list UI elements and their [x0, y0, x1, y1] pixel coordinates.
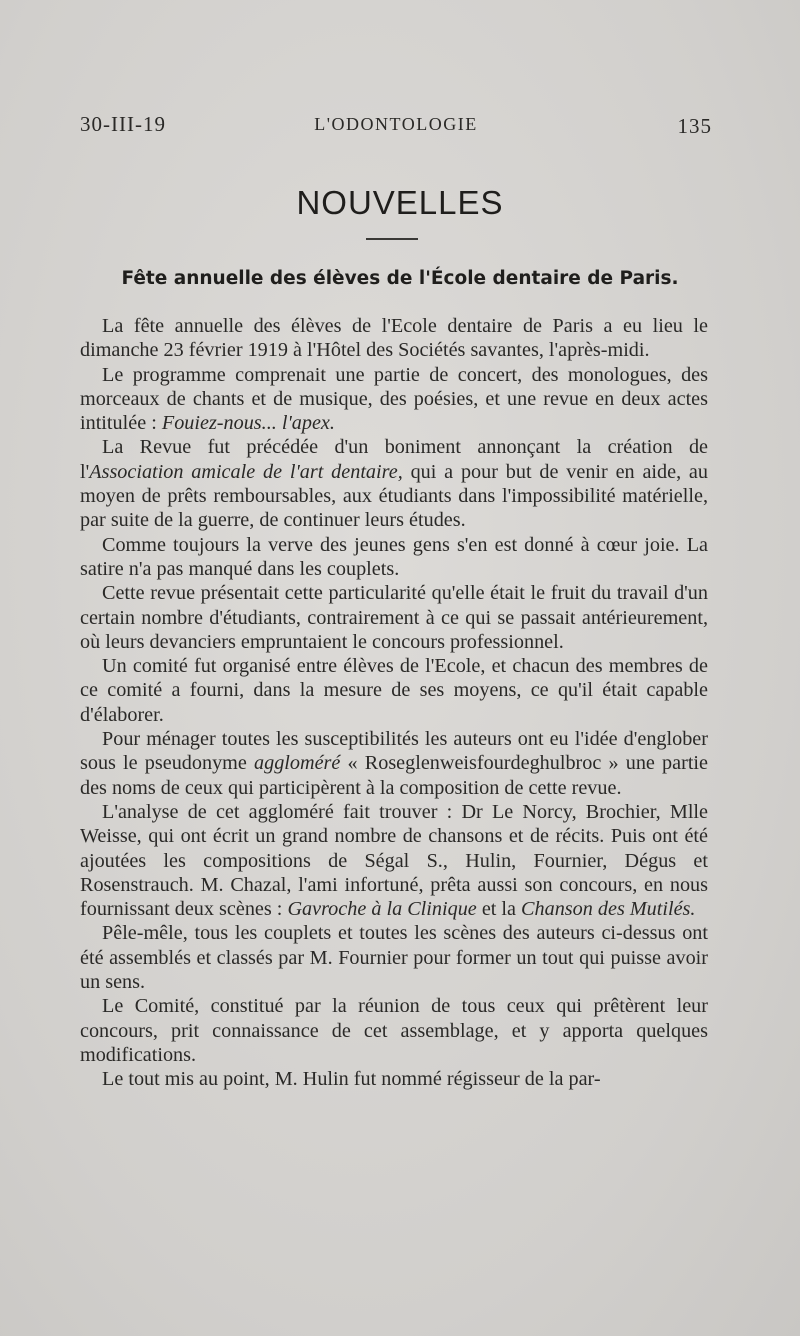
paragraph: Un comité fut organisé entre élèves de l'Ecole, et chacun des membres de ce comité a fourni, dans la mesure de ses moyens, ce qu'il était capable d'élaborer.	[80, 655, 708, 726]
paragraph: Le programme comprenait une partie de concert, des monologues, des morceaux de chants et de musique, des poésies, et une revue en deux actes intitulée : Fouiez-nous... l'apex.	[80, 363, 708, 435]
header-journal-title: L'ODONTOLOGIE	[314, 114, 478, 134]
paragraph: Comme toujours la verve des jeunes gens s'en est donné à cœur joie. La satire n'a pas manqué dans les couplets.	[80, 533, 708, 580]
paragraph: L'analyse de cet aggloméré fait trouver : Dr Le Norcy, Brochier, Mlle Weisse, qui ont écrit un grand nombre de chansons et de récits. Puis ont été ajoutées les compositions de Ségal S., Hulin, Fournier, Dégus et Rosenstrauch. M. Chazal, l'ami infortuné, prêta aussi son concours, en nous fournissant deux scènes : Gavroche à la Clinique et la Chanson des Mutilés.	[80, 800, 708, 921]
article-body	[80, 314, 708, 1092]
paragraph: Le tout mis au point, M. Hulin fut nommé régisseur de la par-	[102, 1068, 601, 1091]
title-divider	[366, 238, 418, 240]
paragraph: Pour ménager toutes les susceptibilités les auteurs ont eu l'idée d'englober sous le pseudonyme aggloméré « Roseglenweisfourdeghulbroc » une partie des noms de ceux qui participèrent à la composition de cette revue.	[80, 728, 709, 799]
paragraph: Cette revue présentait cette particularité qu'elle était le fruit du travail d'un certain nombre d'étudiants, contrairement à ce qui se passait antérieurement, où leurs devanciers empruntaient le concours professionnel.	[80, 582, 708, 653]
paragraph: La fête annuelle des élèves de l'Ecole dentaire de Paris a eu lieu le dimanche 23 février 1919 à l'Hôtel des Sociétés savantes, l'après-midi.	[80, 315, 708, 362]
emphasized-word: aggloméré	[254, 752, 341, 775]
section-title: NOUVELLES	[296, 184, 504, 221]
paragraph: La Revue fut précédée d'un boniment annonçant la création de l'Association amicale de l'art dentaire, qui a pour but de venir en aide, au moyen de prêts remboursables, aux étudiants dans l'impossibilité matérielle, par suite de la guerre, de continuer leurs études.	[80, 436, 708, 532]
header-date: 30-III-19	[80, 112, 166, 136]
scene-title: Chanson des Mutilés.	[521, 898, 696, 921]
revue-title: Fouiez-nous... l'apex.	[161, 412, 335, 435]
association-name: Association amicale de l'art dentaire,	[89, 460, 403, 483]
paragraph: Le Comité, constitué par la réunion de tous ceux qui prêtèrent leur concours, prit connaissance de cet assemblage, et y apporta quelques modifications.	[80, 995, 708, 1066]
paragraph: Pêle-mêle, tous les couplets et toutes les scènes des auteurs ci-dessus ont été assemblés et classés par M. Fournier pour former un tout qui puisse avoir un sens.	[80, 922, 708, 994]
running-head	[80, 112, 712, 142]
article-heading: Fête annuelle des élèves de l'École dentaire de Paris.	[121, 268, 679, 289]
scene-title: Gavroche à la Clinique	[287, 898, 477, 921]
header-page-number: 135	[677, 114, 712, 138]
